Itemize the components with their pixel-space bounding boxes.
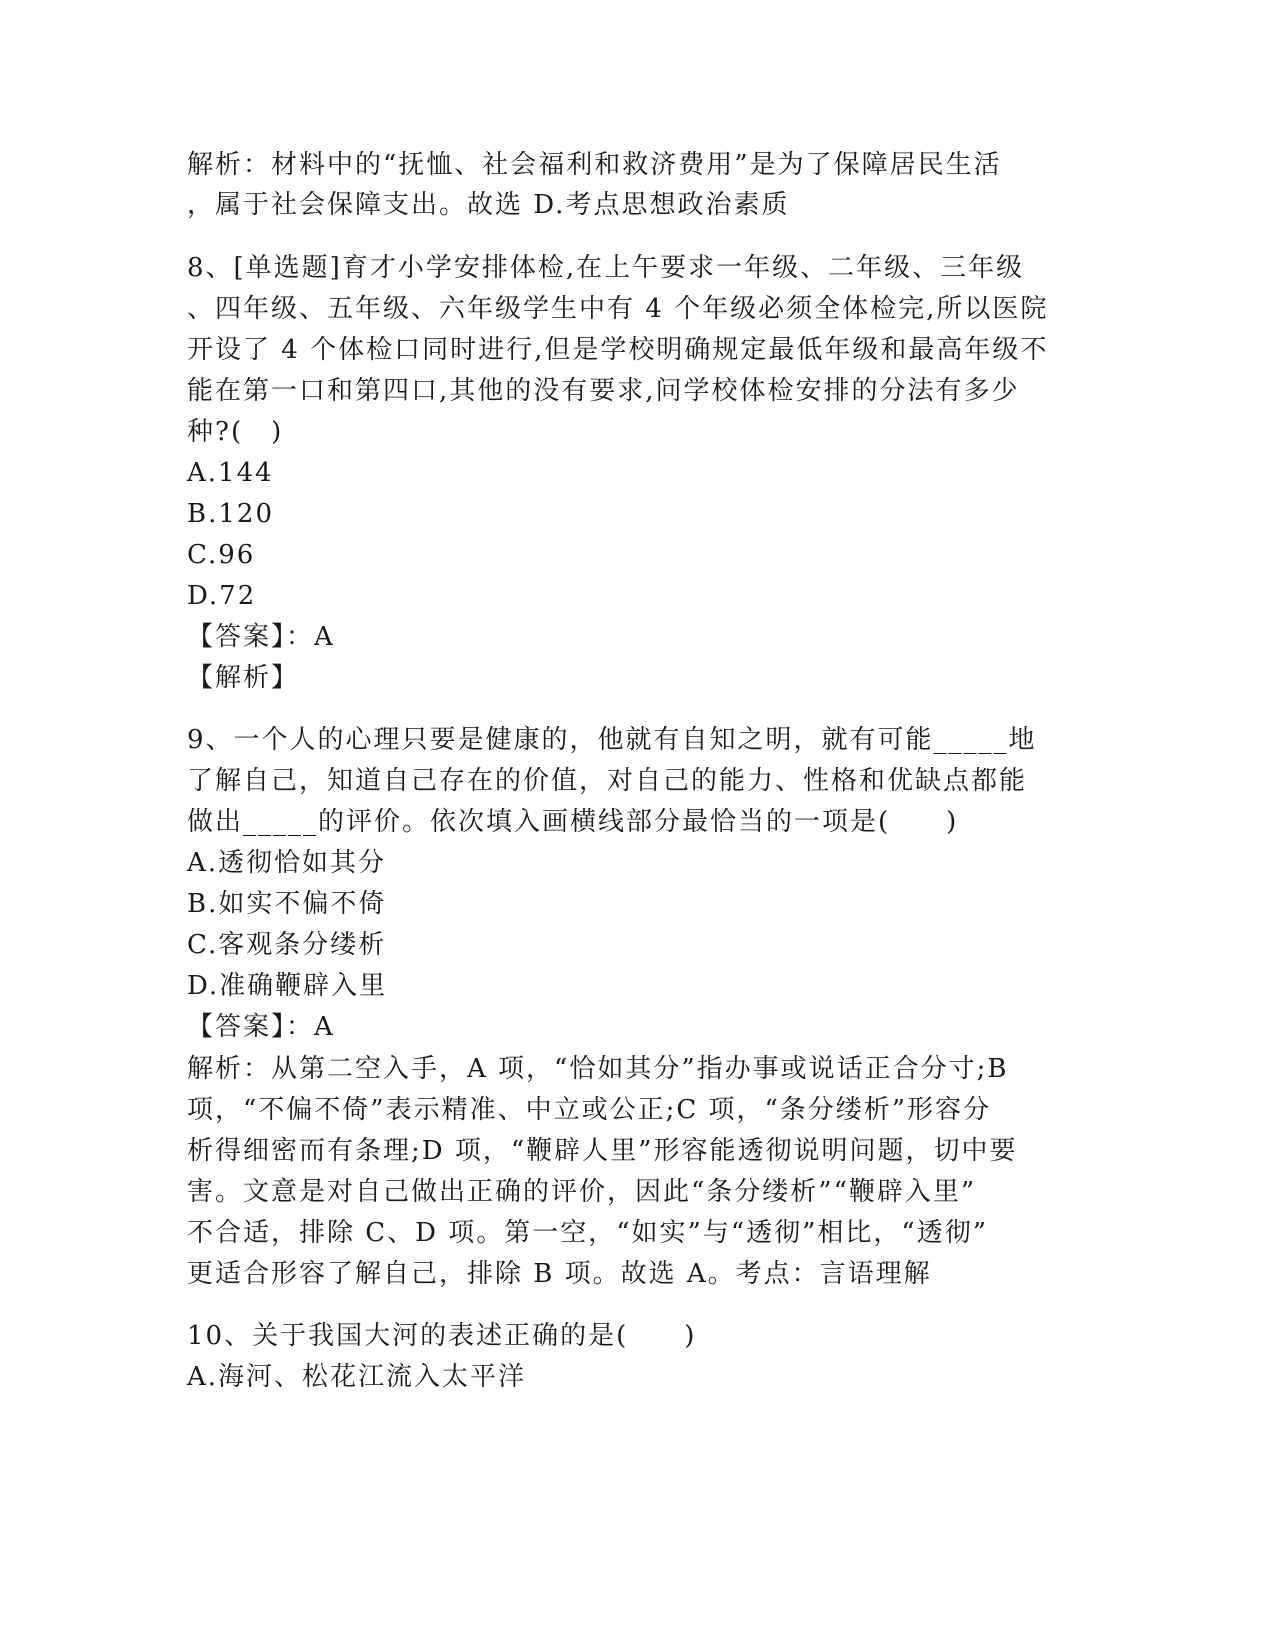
answer: 【答案】：A: [187, 1012, 335, 1042]
question-stem-line: 种?( ): [187, 417, 284, 447]
question-stem-line: 做出_____的评价。依次填入画横线部分最恰当的一项是( ): [187, 807, 959, 837]
option-b: B.如实不偏不倚: [187, 889, 387, 919]
question-stem-line: 开设了 4 个体检口同时进行,但是学校明确规定最低年级和最高年级不: [187, 335, 1049, 365]
option-b: B.120: [187, 499, 274, 529]
question-stem-line: 10、关于我国大河的表述正确的是( ): [187, 1321, 697, 1351]
answer: 【答案】：A: [187, 622, 335, 652]
option-c: C.96: [187, 540, 256, 570]
explanation-line: 解析：从第二空入手，A 项，“恰如其分”指办事或说话正合分寸;B: [187, 1054, 1009, 1084]
option-a: A.144: [187, 458, 274, 488]
option-d: D.准确鞭辟入里: [187, 971, 388, 1001]
question-stem-line: 能在第一口和第四口,其他的没有要求,问学校体检安排的分法有多少: [187, 376, 1020, 406]
explanation-line: ，属于社会保障支出。故选 D.考点思想政治素质: [187, 190, 790, 220]
option-c: C.客观条分缕析: [187, 930, 387, 960]
question-stem-line: 9、一个人的心理只要是健康的，他就有自知之明，就有可能_____地: [187, 725, 1037, 755]
explanation-line: 不合适，排除 C、D 项。第一空，“如实”与“透彻”相比，“透彻”: [187, 1218, 989, 1248]
explanation-line: 更适合形容了解自己，排除 B 项。故选 A。考点：言语理解: [187, 1259, 932, 1289]
explanation-label: 【解析】: [187, 663, 300, 693]
option-a: A.透彻恰如其分: [187, 848, 387, 878]
explanation-line: 害。文意是对自己做出正确的评价，因此“条分缕析”“鞭辟入里”: [187, 1177, 977, 1207]
explanation-line: 析得细密而有条理;D 项，“鞭辟人里”形容能透彻说明问题，切中要: [187, 1136, 1018, 1166]
option-a: A.海河、松花江流入太平洋: [187, 1362, 527, 1392]
explanation-line: 项，“不偏不倚”表示精准、中立或公正;C 项，“条分缕析”形容分: [187, 1095, 992, 1125]
question-stem-line: 了解自己，知道自己存在的价值，对自己的能力、性格和优缺点都能: [187, 766, 1028, 796]
question-stem-line: 8、[单选题]育才小学安排体检,在上午要求一年级、二年级、三年级: [187, 253, 1025, 283]
explanation-line: 解析：材料中的“抚恤、社会福利和救济费用”是为了保障居民生活: [187, 150, 1002, 180]
question-stem-line: 、四年级、五年级、六年级学生中有 4 个年级必须全体检完,所以医院: [187, 294, 1049, 324]
option-d: D.72: [187, 581, 257, 611]
